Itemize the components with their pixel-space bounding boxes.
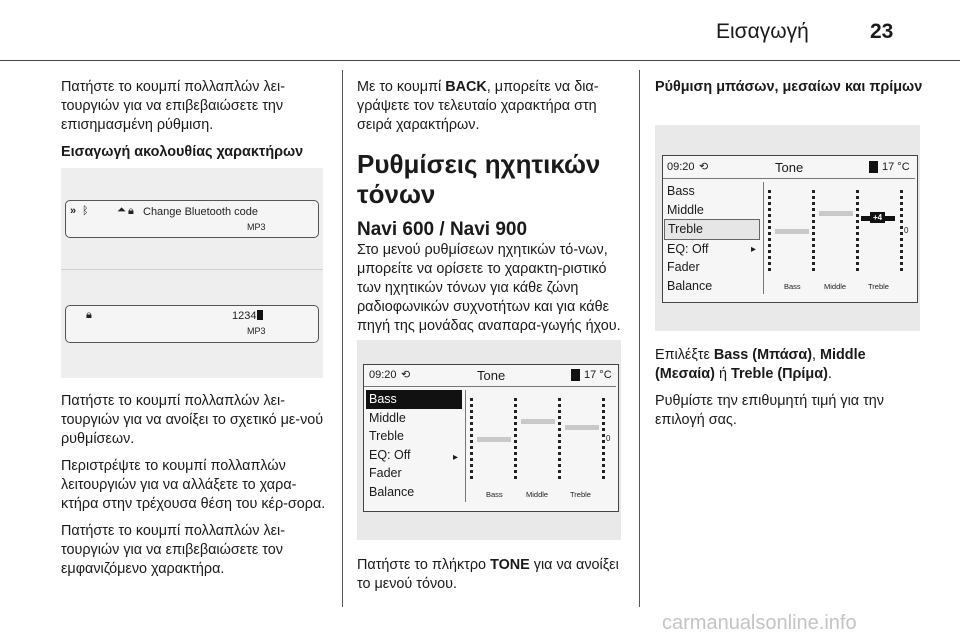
level-scale: [900, 190, 903, 274]
treble-option: Treble (Πρίμα): [730, 366, 828, 382]
text: για να ανοίξει το μενού τόνου.: [357, 557, 619, 592]
phone-icon: [869, 161, 878, 173]
eject-icon: ⏶: [117, 204, 126, 216]
lock-icon: 🔒︎: [86, 309, 92, 321]
treble-label: Treble: [868, 282, 889, 291]
column-2: [357, 78, 627, 344]
chevron-right-icon: ▸: [751, 244, 757, 255]
paragraph: Πατήστε το κουμπί πολλαπλών λει-τουργιών για να επιβεβαιώσετε την επισημασμένη ρύθμιση.: [61, 79, 286, 133]
column-divider: [639, 70, 640, 607]
text: , μπορείτε να δια-γράψετε τον τελευταίο χαρακτήρα στη σειρά χαρακτήρων.: [357, 79, 599, 133]
section-heading: Ρύθμιση μπάσων, μεσαίων και πρίμων: [655, 79, 923, 95]
paragraph: Ρυθμίστε την επιθυμητή τιμή για την επιλογή σας.: [655, 393, 884, 428]
bluetooth-icon: ᛒ: [82, 205, 89, 217]
back-icon: ⟲: [699, 161, 709, 173]
text: Με το κουμπί: [357, 79, 446, 95]
paragraph: Στο μενού ρυθμίσεων ηχητικών τό-νων, μπορείτε να ορίσετε το χαρακτη-ριστικό των ηχητικών τόνων για κάθε ζώνη ραδιοφωνικών συχνοτήτων και για κάθε πηγή της μονάδας αναπαρα-γωγής ήχου.: [357, 242, 621, 334]
phone-icon: [571, 369, 580, 381]
menu-item-bass[interactable]: Bass: [366, 390, 462, 409]
column-3: [655, 78, 925, 105]
paragraph: [357, 556, 627, 594]
bluetooth-screen-2: [65, 305, 319, 343]
treble-value-badge: +4: [870, 212, 885, 223]
menu-item-balance[interactable]: Balance: [369, 484, 415, 499]
screen-title: Tone: [775, 160, 804, 175]
menu-item-fader[interactable]: Fader: [369, 466, 402, 481]
clock: 09:20: [369, 369, 397, 381]
clock: 09:20: [667, 161, 695, 173]
header-rule: [0, 60, 960, 61]
back-icon: ⟲: [401, 369, 411, 381]
divider: [465, 390, 466, 502]
menu-item-middle[interactable]: Middle: [369, 410, 406, 425]
paragraph: Πατήστε το κουμπί πολλαπλών λει-τουργιών για να ανοίξει το σχετικό με-νού ρυθμίσεων.: [61, 393, 324, 447]
treble-level-bar: [565, 425, 599, 430]
paragraph: Περιστρέψτε το κουμπί πολλαπλών λειτουργιών για να αλλάξετε το χαρα-κτήρα στην τρέχουσα θέση του κέρ-σορα.: [61, 458, 326, 512]
temperature: 17 °C: [584, 369, 612, 381]
divider: [364, 386, 616, 387]
bass-label: Bass: [784, 282, 801, 291]
tone-menu: [664, 182, 760, 296]
screen-title: Tone: [477, 368, 506, 383]
level-scale: [812, 190, 815, 274]
paragraph: [357, 78, 627, 135]
column-1-lower: [61, 392, 333, 587]
menu-item-treble[interactable]: Treble: [369, 429, 404, 444]
column-1: [61, 78, 329, 170]
level-scale: [768, 190, 771, 274]
level-scale: [514, 398, 517, 482]
forward-icon: »: [70, 205, 77, 217]
screen-label: Change Bluetooth code: [143, 206, 258, 218]
level-scale: [470, 398, 473, 482]
middle-label: Middle: [824, 282, 847, 291]
menu-item-eq[interactable]: EQ: Off: [667, 241, 709, 256]
menu-item-balance[interactable]: Balance: [667, 278, 713, 293]
page-number: 23: [870, 20, 894, 43]
zero-mark: 0: [904, 226, 909, 235]
menu-item-treble[interactable]: Treble: [664, 219, 760, 240]
middle-option: Middle (Μεσαία): [655, 347, 866, 382]
middle-level-bar: [521, 419, 555, 424]
text: Επιλέξτε: [655, 347, 714, 363]
menu-item-fader[interactable]: Fader: [667, 260, 700, 275]
tone-menu: [366, 390, 462, 502]
bass-level-bar: [477, 437, 511, 442]
bass-option: Bass (Μπάσα): [713, 347, 813, 363]
level-scale: [558, 398, 561, 482]
menu-item-bass[interactable]: Bass: [667, 184, 695, 198]
paragraph: Πατήστε το κουμπί πολλαπλών λει-τουργιών για να επιβεβαιώσετε τον εμφανιζόμενο χαρακτήρα.: [61, 523, 286, 577]
temperature: 17 °C: [882, 161, 910, 173]
code-value: 1234: [232, 310, 257, 322]
chevron-right-icon: ▸: [453, 452, 459, 463]
cursor-icon: [257, 310, 263, 320]
text: ή: [714, 366, 731, 382]
level-scale: [602, 398, 605, 482]
text: Πατήστε το πλήκτρο: [357, 557, 491, 573]
column-3-lower: [655, 346, 927, 438]
watermark: carmanualsonline.info: [662, 612, 857, 634]
divider: [763, 182, 764, 294]
paragraph: [655, 346, 927, 384]
menu-item-middle[interactable]: Middle: [667, 202, 704, 217]
level-scale: [856, 190, 859, 274]
divider: [61, 269, 323, 270]
column-divider: [342, 70, 343, 607]
tone-key-label: TONE: [490, 557, 530, 573]
zero-mark: 0: [606, 434, 611, 443]
middle-label: Middle: [526, 490, 549, 499]
back-key-label: BACK: [445, 79, 487, 95]
column-2-lower: [357, 556, 627, 602]
treble-label: Treble: [570, 490, 591, 499]
subsection-title: Navi 600 / Navi 900: [357, 219, 528, 240]
section-title: Ρυθμίσεις ηχητικών τόνων: [357, 149, 601, 209]
divider: [663, 178, 915, 179]
text: .: [827, 366, 832, 382]
bass-label: Bass: [486, 490, 503, 499]
section-heading: Εισαγωγή ακολουθίας χαρακτήρων: [61, 144, 304, 160]
lock-icon: 🔒︎: [128, 205, 134, 217]
screen-source: MP3: [247, 222, 266, 232]
page-header-title: Εισαγωγή: [716, 20, 809, 43]
screen-source: MP3: [247, 326, 266, 336]
bass-level-bar: [775, 229, 809, 234]
menu-item-eq[interactable]: EQ: Off: [369, 447, 411, 462]
middle-level-bar: [819, 211, 853, 216]
text: ,: [812, 347, 821, 363]
